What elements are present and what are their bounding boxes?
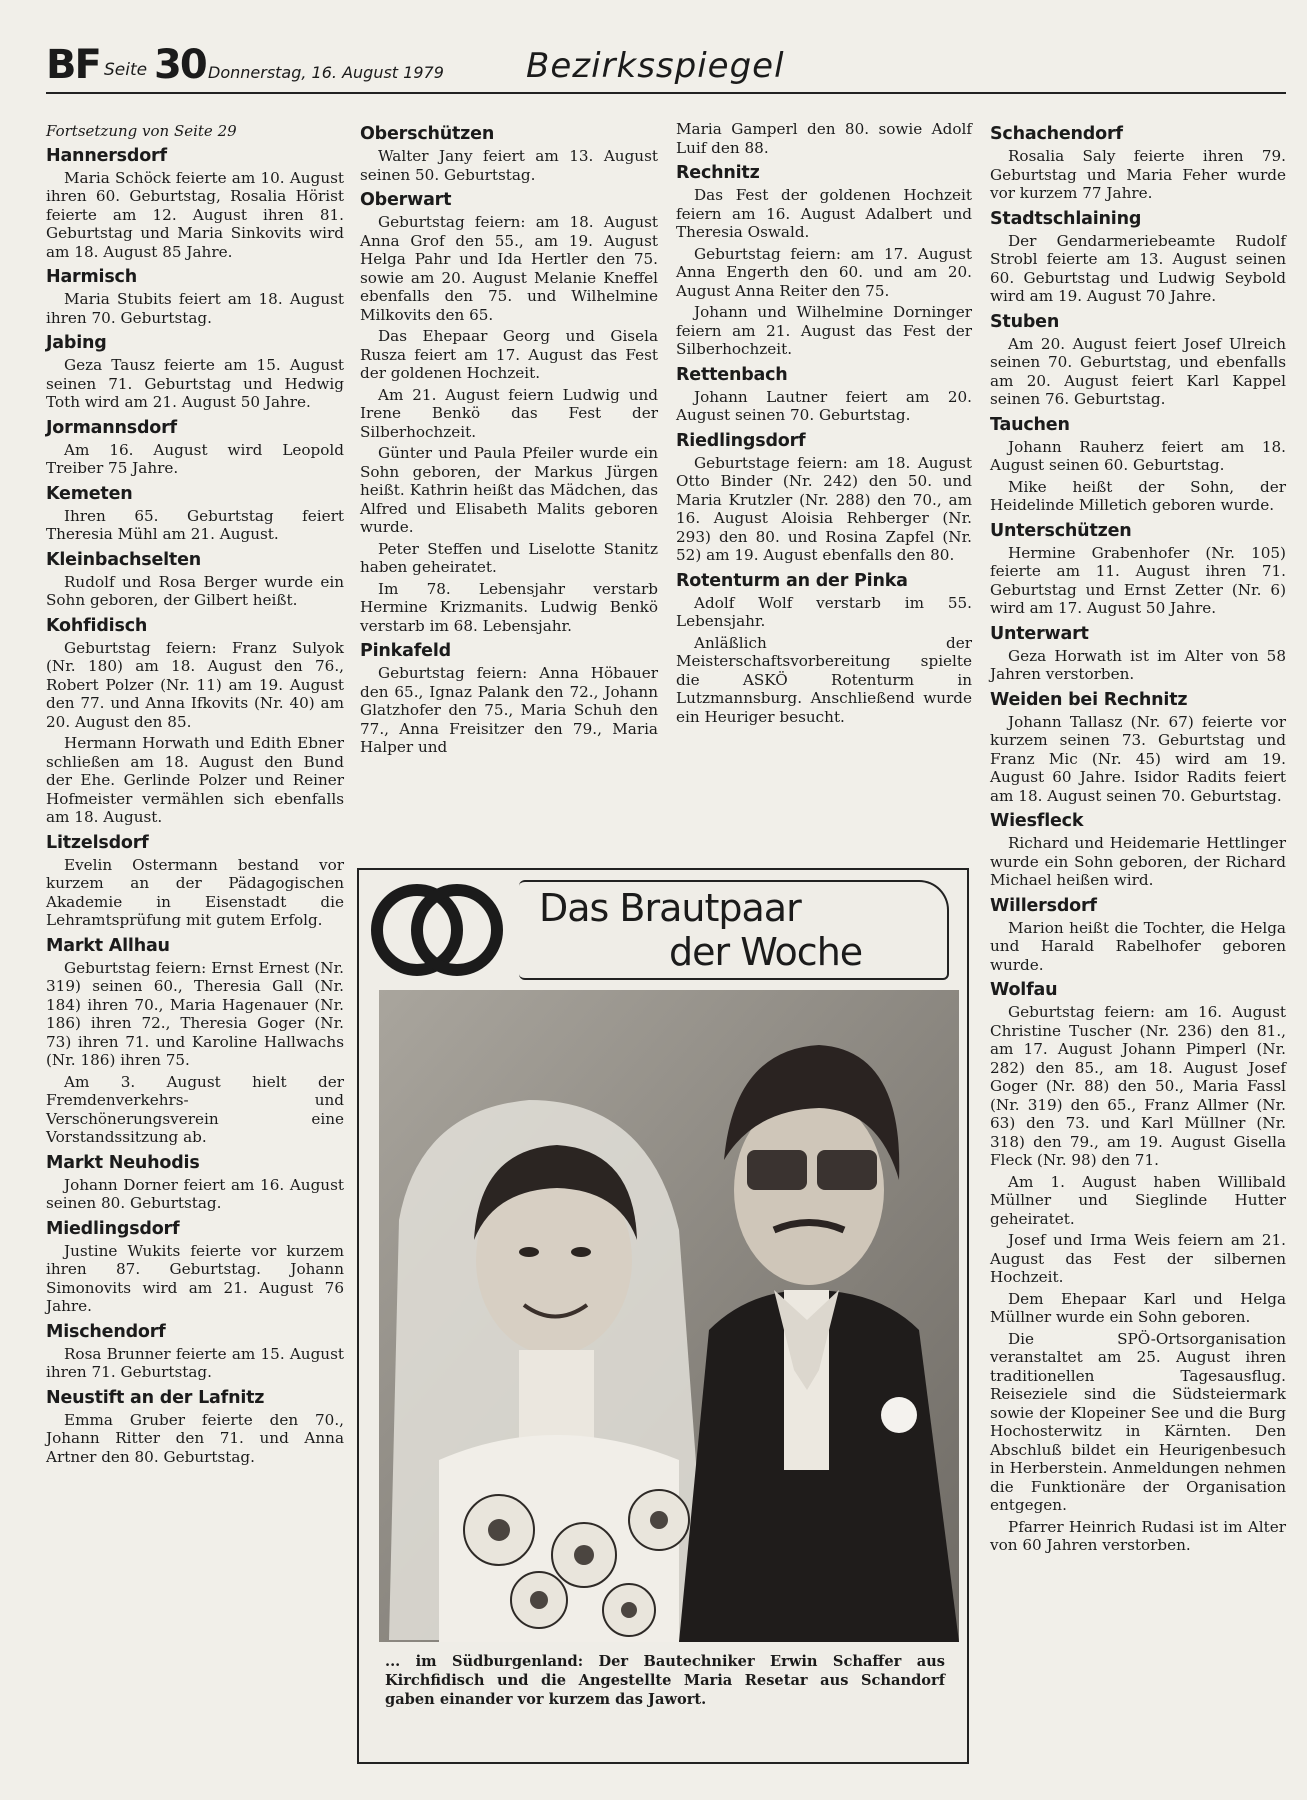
news-paragraph: Geza Tausz feierte am 15. August seinen 71. Geburtstag und Hedwig Toth wird am 21. August 50 Jahre. [46,356,344,411]
news-item [46,145,344,262]
news-paragraph: Pfarrer Heinrich Rudasi ist im Alter von 60 Jahren verstorben. [990,1517,1286,1554]
news-paragraph: Emma Gruber feierte den 70., Johann Ritter den 71. und Anna Artner den 80. Geburtstag. [46,1410,344,1466]
news-item [990,979,1286,1555]
place-heading: Wiesfleck [990,811,1084,831]
news-paragraph: Geburtstag feiern: am 17. August Anna Engerth den 60. und am 20. August Anna Reiter den 75. [676,244,972,300]
masthead-section-title: Bezirksspiegel [526,46,785,86]
news-item [990,810,1286,890]
continuation-note: Fortsetzung von Seite 29 [46,122,237,140]
place-heading: Unterwart [990,623,1089,644]
place-heading: Stadtschlaining [990,208,1142,229]
news-paragraph: Geburtstag feiern: am 16. August Christine Tuscher (Nr. 236) den 81., am 17. August Johann Pimperl (Nr. 282) den 85., am 18. August Josef Goger (Nr. 88) den 50., Maria Fassl (Nr. 319) den 65., Franz Allmer (Nr. 63) den 73. und Karl Müllner (Nr. 318) den 79., am 19. August Gisella Fleck (Nr. 98) den 71. [990,1003,1286,1169]
news-paragraph: Dem Ehepaar Karl und Helga Müllner wurde ein Sohn geboren. [990,1289,1286,1326]
photo-caption: ... im Südburgenland: Der Bautechniker Erwin Schaffer aus Kirchfidisch und die Angestellte Maria Resetar aus Schandorf gaben einander vor kurzem das Jawort. [385,1653,945,1708]
masthead [46,36,1286,92]
place-heading: Rettenbach [676,364,788,385]
news-item [990,623,1286,684]
news-paragraph: Rudolf und Rosa Berger wurde ein Sohn geboren, der Gilbert heißt. [46,572,344,609]
news-item [46,417,344,478]
news-paragraph: Ihren 65. Geburtstag feiert Theresia Mühl am 21. August. [46,506,344,543]
news-item [676,430,972,565]
masthead-seite-label: Seite [104,60,148,80]
masthead-logo: BF [46,42,100,88]
feature-title-frame [519,880,949,980]
place-heading: Kleinbachselten [46,549,202,570]
news-paragraph: Marion heißt die Tochter, die Helga und Harald Rabelhofer geboren wurde. [990,918,1286,974]
place-heading: Jormannsdorf [46,417,177,438]
column-2 [360,120,658,762]
place-heading: Hannersdorf [46,145,167,166]
news-paragraph: Walter Jany feiert am 13. August seinen 50. Geburtstag. [360,147,658,184]
news-paragraph: Maria Gamperl den 80. sowie Adolf Luif den 88. [676,120,972,157]
news-item [46,832,344,930]
place-heading: Weiden bei Rechnitz [990,689,1188,710]
news-item [676,364,972,425]
feature-title-line-2: der Woche [669,930,863,974]
news-paragraph: Rosa Brunner feierte am 15. August ihren 71. Geburtstag. [46,1344,344,1381]
place-heading: Oberwart [360,190,452,210]
news-paragraph: Geburtstag feiern: Anna Höbauer den 65., Ignaz Palank den 72., Johann Glatzhofer den 75., Maria Schuh den 77., Anna Freisitzer den 79., Maria Halper und [360,664,658,756]
wedding-rings-icon [367,874,507,984]
place-heading: Willersdorf [990,895,1097,916]
news-paragraph: Am 20. August feiert Josef Ulreich seinen 70. Geburtstag, und ebenfalls am 20. August feiert Karl Kappel seinen 76. Geburtstag. [990,334,1286,408]
news-paragraph: Am 21. August feiern Ludwig und Irene Benkö das Fest der Silberhochzeit. [360,385,658,441]
news-item [46,615,344,827]
place-heading: Mischendorf [46,1321,166,1342]
news-item [360,189,658,635]
news-item [46,1387,344,1467]
news-item [46,483,344,544]
place-heading: Rotenturm an der Pinka [676,570,908,591]
news-paragraph: Johann Lautner feiert am 20. August seinen 70. Geburtstag. [676,387,972,424]
news-item [990,895,1286,975]
news-paragraph: Geburtstage feiern: am 18. August Otto Binder (Nr. 242) den 50. und Maria Krutzler (Nr. 288) den 70., am 16. August Aloisia Rehberger (Nr. 293) den 80. und Rosina Zapfel (Nr. 52) am 19. August ebenfalls den 80. [676,453,972,564]
news-item [360,123,658,184]
place-heading: Jabing [46,333,107,353]
brautpaar-feature-box [357,868,969,1764]
place-heading: Litzelsdorf [46,832,149,853]
news-item [676,162,972,359]
masthead-rule [46,92,1286,94]
news-paragraph: Maria Stubits feiert am 18. August ihren 70. Geburtstag. [46,290,344,327]
news-paragraph: Günter und Paula Pfeiler wurde ein Sohn geboren, der Markus Jürgen heißt. Kathrin heißt das Mädchen, das Alfred und Elisabeth Malits geboren wurde. [360,444,658,536]
news-item [46,935,344,1147]
news-paragraph: Im 78. Lebensjahr verstarb Hermine Krizmanits. Ludwig Benkö verstarb im 68. Lebensjahr. [360,579,658,635]
news-paragraph: Rosalia Saly feierte ihren 79. Geburtstag und Maria Feher wurde vor kurzem 77 Jahre. [990,147,1286,202]
feature-title-line-1: Das Brautpaar [539,886,801,930]
place-heading: Tauchen [990,414,1070,435]
place-heading: Kohfidisch [46,615,148,636]
news-paragraph: Der Gendarmeriebeamte Rudolf Strobl feierte am 13. August seinen 60. Geburtstag und Ludwig Seybold wird am 19. August 70 Jahre. [990,231,1286,305]
news-paragraph: Das Fest der goldenen Hochzeit feiern am 16. August Adalbert und Theresia Oswald. [676,186,972,241]
place-heading: Kemeten [46,483,133,504]
place-heading: Markt Neuhodis [46,1152,200,1173]
news-item [990,689,1286,806]
news-paragraph: Geza Horwath ist im Alter von 58 Jahren verstorben. [990,646,1286,683]
news-paragraph: Maria Schöck feierte am 10. August ihren 60. Geburtstag, Rosalia Hörist feierte am 12. August ihren 81. Geburtstag und Maria Sinkovits wird am 18. August 85 Jahre. [46,168,344,261]
news-paragraph: Mike heißt der Sohn, der Heidelinde Milletich geboren wurde. [990,477,1286,514]
news-item [676,120,972,157]
news-item [46,1218,344,1316]
place-heading: Neustift an der Lafnitz [46,1387,265,1408]
place-heading: Wolfau [990,980,1058,1000]
news-paragraph: Die SPÖ-Ortsorganisation veranstaltet am 25. August ihren traditionellen Tagesausflug. Reiseziele sind die Südsteiermark sowie der Klopeiner See und die Burg Hochosterwitz in Kärnten. Den Abschluß bildet ein Heurigenbesuch in Herberstein. Anmeldungen nehmen die Funktionäre der Organisation entgegen. [990,1329,1286,1514]
news-item [990,208,1286,306]
news-paragraph: Das Ehepaar Georg und Gisela Rusza feiert am 17. August das Fest der goldenen Hochzeit. [360,327,658,382]
news-item [46,266,344,327]
news-paragraph: Hermine Grabenhofer (Nr. 105) feierte am 11. August ihren 71. Geburtstag und Ernst Zetter (Nr. 6) wird am 17. August 50 Jahre. [990,543,1286,617]
place-heading: Stuben [990,311,1060,332]
place-heading: Markt Allhau [46,935,170,956]
news-paragraph: Johann Rauherz feiert am 18. August seinen 60. Geburtstag. [990,437,1286,474]
news-item [676,570,972,727]
news-paragraph: Johann Dorner feiert am 16. August seinen 80. Geburtstag. [46,1175,344,1212]
place-heading: Rechnitz [676,163,760,183]
place-heading: Schachendorf [990,124,1123,144]
column-3 [676,120,972,731]
news-paragraph: Geburtstag feiern: Ernst Ernest (Nr. 319) seinen 60., Theresia Gall (Nr. 184) ihren 70., Maria Hagenauer (Nr. 186) ihren 72., Theresia Goger (Nr. 73) ihren 71. und Karoline Hallwachs (Nr. 186) ihren 75. [46,958,344,1069]
place-heading: Harmisch [46,267,137,287]
place-heading: Oberschützen [360,124,495,144]
news-paragraph: Evelin Ostermann bestand vor kurzem an der Pädagogischen Akademie in Eisenstadt die Lehramtsprüfung mit gutem Erfolg. [46,855,344,929]
news-item [990,414,1286,515]
news-item [990,520,1286,618]
column-4 [990,120,1286,1560]
news-paragraph: Justine Wukits feierte vor kurzem ihren 87. Geburtstag. Johann Simonovits wird am 21. August 76 Jahre. [46,1241,344,1315]
place-heading: Riedlingsdorf [676,430,806,451]
news-paragraph: Johann Tallasz (Nr. 67) feierte vor kurzem seinen 73. Geburtstag und Franz Mic (Nr. 45) wird am 19. August 60 Jahre. Isidor Radits feiert am 18. August seinen 70. Geburtstag. [990,712,1286,805]
couple-photo [379,990,959,1642]
column-1 [46,120,344,1471]
news-paragraph: Peter Steffen und Liselotte Stanitz haben geheiratet. [360,539,658,576]
place-heading: Unterschützen [990,520,1132,541]
news-paragraph: Am 3. August hielt der Fremdenverkehrs- und Verschönerungsverein eine Vorstandssitzung ab. [46,1072,344,1146]
news-item [46,332,344,412]
news-item [46,549,344,610]
news-item [360,640,658,757]
couple-photo-illustration [379,990,959,1642]
news-item [990,311,1286,409]
news-paragraph: Hermann Horwath und Edith Ebner schließen am 18. August den Bund der Ehe. Gerlinde Polzer und Reiner Hofmeister vermählen sich ebenfalls am 18. August. [46,734,344,826]
news-paragraph: Richard und Heidemarie Hettlinger wurde ein Sohn geboren, der Richard Michael heißen wird. [990,834,1286,889]
news-paragraph: Josef und Irma Weis feiern am 21. August das Fest der silbernen Hochzeit. [990,1231,1286,1286]
news-paragraph: Anläßlich der Meisterschaftsvorbereitung spielte die ASKÖ Rotenturm in Lutzmannsburg. Anschließend wurde ein Heuriger besucht. [676,633,972,726]
place-heading: Miedlingsdorf [46,1218,180,1239]
news-paragraph: Adolf Wolf verstarb im 55. Lebensjahr. [676,593,972,630]
news-paragraph: Am 1. August haben Willibald Müllner und Sieglinde Hutter geheiratet. [990,1172,1286,1228]
news-paragraph: Johann und Wilhelmine Dorninger feiern am 21. August das Fest der Silberhochzeit. [676,303,972,358]
news-item [990,123,1286,203]
news-item [46,1152,344,1213]
masthead-page-number: 30 [154,42,206,88]
news-paragraph: Am 16. August wird Leopold Treiber 75 Jahre. [46,440,344,477]
news-paragraph: Geburtstag feiern: Franz Sulyok (Nr. 180) am 18. August den 76., Robert Polzer (Nr. 11) am 19. August den 77. und Anna Ifkovits (Nr. 40) am 20. August den 85. [46,638,344,731]
news-paragraph: Geburtstag feiern: am 18. August Anna Grof den 55., am 19. August Helga Pahr und Ida Hertler den 75. sowie am 20. August Melanie Kneffel ebenfalls den 75. und Wilhelmine Milkovits den 65. [360,213,658,324]
masthead-date: Donnerstag, 16. August 1979 [208,63,444,82]
news-item [46,1321,344,1382]
place-heading: Pinkafeld [360,641,451,661]
